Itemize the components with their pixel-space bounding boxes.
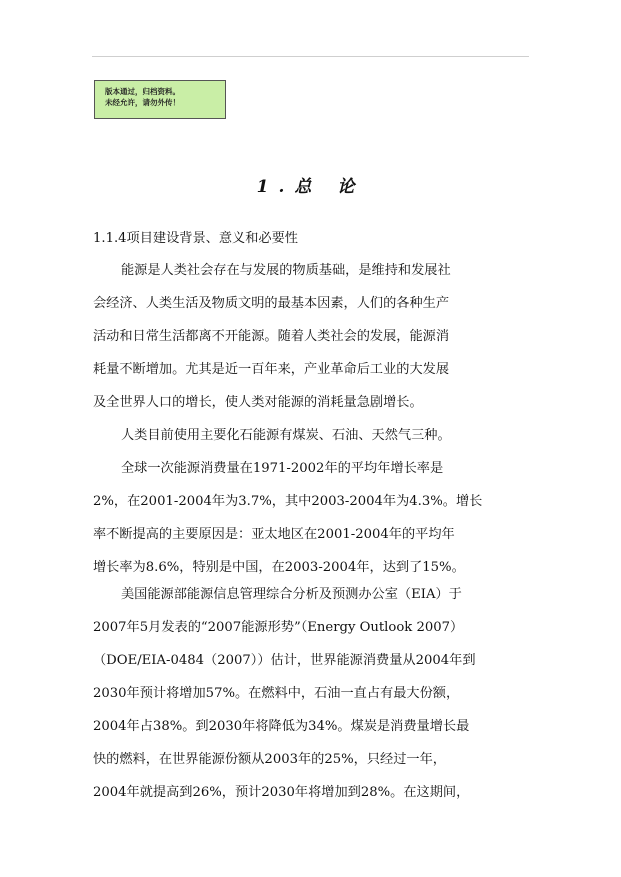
paragraph-4	[93, 578, 525, 809]
paragraph-line: 2030年预计将增加57%。在燃料中，石油一直占有最大份额，	[93, 686, 460, 701]
paragraph-line: 2004年就提高到26%，预计2030年将增加到28%。在这期间，	[93, 785, 470, 800]
paragraph-line: 会经济、人类生活及物质文明的最基本因素，人们的各种生产	[93, 296, 450, 311]
paragraph-line: （DOE/EIA-0484（2007））估计，世界能源消费量从2004年到	[93, 653, 476, 668]
stamp-line-2: 未经允许，请勿外传！	[105, 98, 180, 107]
paragraph-1	[93, 254, 525, 419]
header-rule	[92, 56, 529, 57]
stamp-line-1: 版本通过，归档资料。	[105, 87, 180, 96]
paragraph-line: 快的燃料，在世界能源份额从2003年的25%，只经过一年，	[93, 752, 446, 767]
paragraph-line: 全球一次能源消费量在1971-2002年的平均年增长率是	[121, 461, 444, 476]
paragraph-line: 增长率为8.6%，特别是中国，在2003-2004年，达到了15%。	[93, 560, 465, 575]
paragraph-line: 2%，在2001-2004年为3.7%，其中2003-2004年为4.3%。增长	[93, 494, 483, 509]
paragraph-line: 率不断提高的主要原因是：亚太地区在2001-2004年的平均年	[93, 527, 455, 542]
chapter-title: 1.总 论	[256, 177, 365, 197]
paragraph-line: 耗量不断增加。尤其是近一百年来，产业革命后工业的大发展	[93, 362, 450, 377]
paragraph-line: 美国能源部能源信息管理综合分析及预测办公室（EIA）于	[121, 587, 462, 602]
section-heading: 1.1.4项目建设背景、意义和必要性	[93, 231, 298, 246]
paragraph-line: 2004年占38%。到2030年将降低为34%。煤炭是消费量增长最	[93, 719, 470, 734]
paragraph-line: 活动和日常生活都离不开能源。随着人类社会的发展，能源消	[93, 329, 450, 344]
paragraph-2	[93, 419, 525, 452]
paragraph-3	[93, 452, 525, 584]
paragraph-line: 能源是人类社会存在与发展的物质基础，是维持和发展社	[121, 263, 451, 278]
paragraph-line: 及全世界人口的增长，使人类对能源的消耗量急剧增长。	[93, 395, 423, 410]
distribution-stamp	[94, 80, 226, 119]
paragraph-line: 人类目前使用主要化石能源有煤炭、石油、天然气三种。	[121, 428, 451, 443]
paragraph-line: 2007年5月发表的“2007能源形势”（Energy Outlook 2007）	[93, 620, 464, 635]
